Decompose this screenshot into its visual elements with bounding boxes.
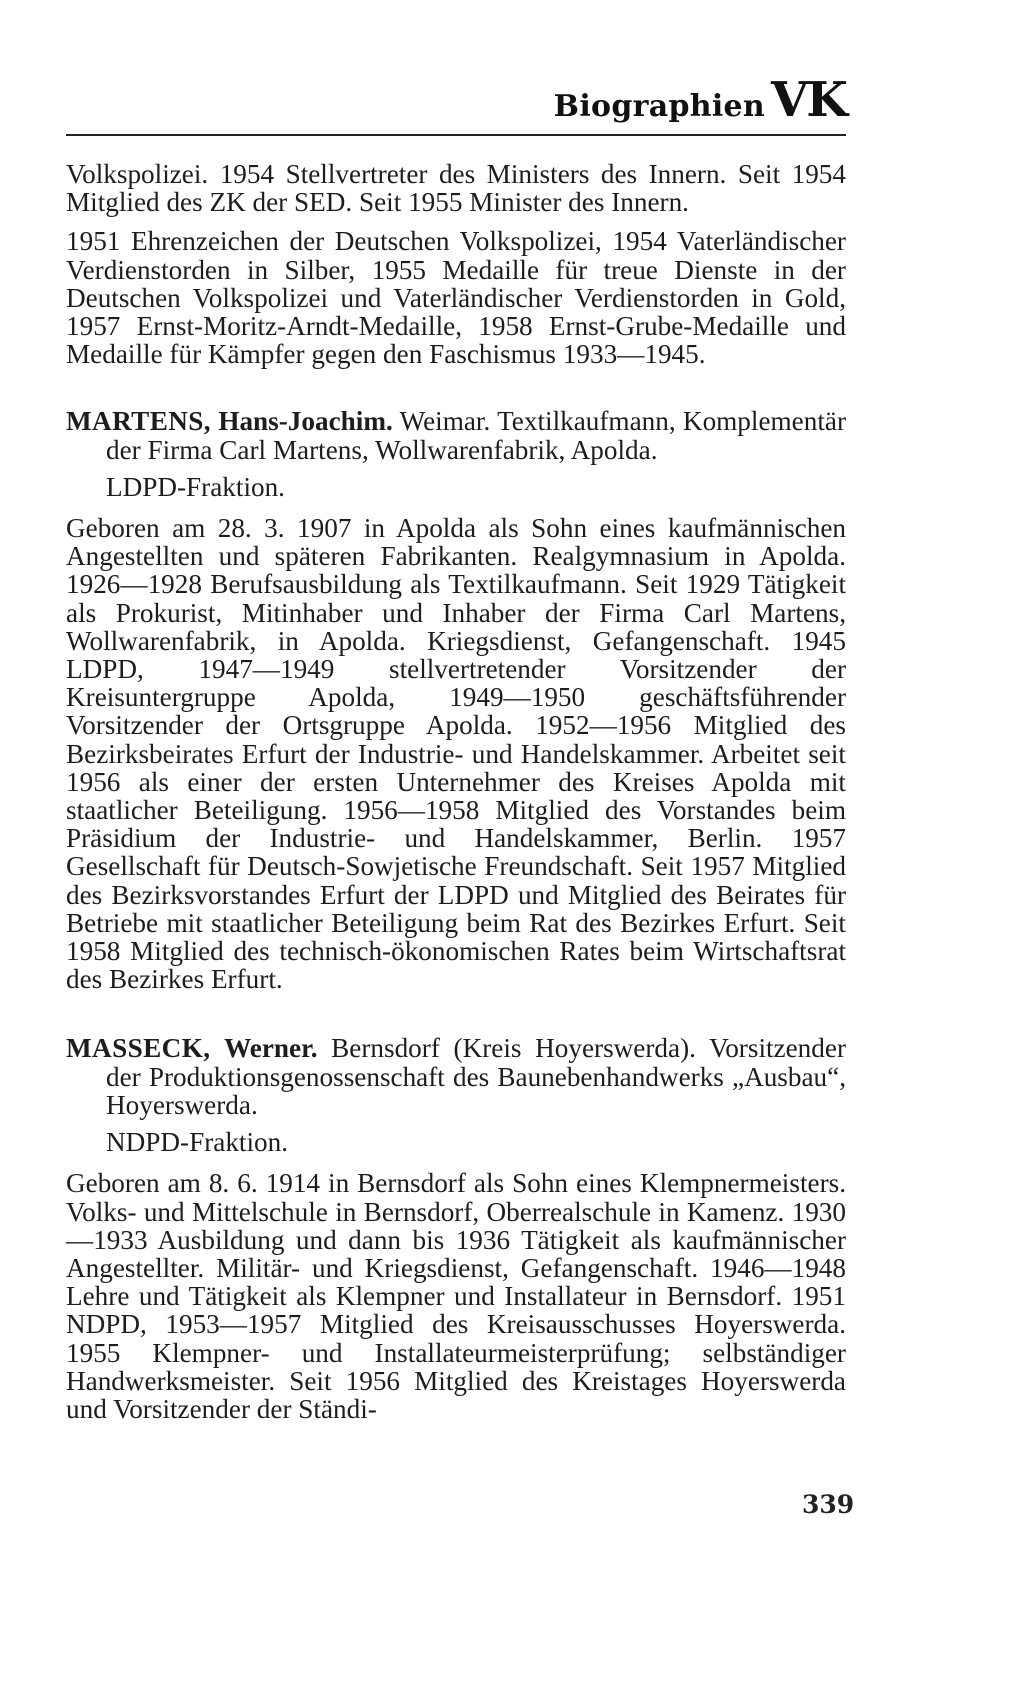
book-page (66, 72, 847, 1424)
entry-surname: MARTENS, (66, 406, 211, 437)
entry-heading (66, 407, 846, 463)
entry-faction: NDPD-Fraktion. (106, 1127, 289, 1158)
section-title: Biographien (553, 89, 766, 124)
entry-given-name: Werner. (224, 1033, 318, 1064)
biography-entry (66, 407, 846, 993)
entry-biography: Geboren am 28. 3. 1907 in Apolda als Sohn eines kaufmännischen Angestellten und späteren Fabrikanten. Realgymnasium in Apolda. 1926—1928 Berufsausbildung als Textilkaufmann. Seit 1929 Tätigkeit als Prokurist, Mitinhaber und Inhaber der Firma Carl Martens, Wollwarenfabrik, in Apolda. Kriegsdienst, Gefangenschaft. 1945 LDPD, 1947—1949 stellvertretender Vorsitzender der Kreisuntergruppe Apolda, 1949—1950 geschäftsführender Vorsitzender der Ortsgruppe Apolda. 1952—1956 Mitglied des Bezirksbeirates Erfurt der Industrie- und Handelskammer. Arbeitet seit 1956 als einer der ersten Unternehmer des Kreises Apolda mit staatlicher Beteiligung. 1956—1958 Mitglied des Vorstandes beim Präsidium der Industrie- und Handelskammer, Berlin. 1957 Gesellschaft für Deutsch-Sowjetische Freundschaft. Seit 1957 Mitglied des Bezirksvorstandes Erfurt der LDPD und Mitglied des Beirates für Betriebe mit staatlicher Beteiligung beim Rat des Bezirkes Erfurt. Seit 1958 Mitglied des technisch-ökonomischen Rates beim Wirtschaftsrat des Bezirkes Erfurt. (66, 513, 846, 995)
entry-faction: LDPD-Fraktion. (106, 471, 285, 502)
awards-paragraph: 1951 Ehrenzeichen der Deutschen Volkspolizei, 1954 Vaterländischer Verdienstorden in Silber, 1955 Medaille für treue Dienste in der Deutschen Volkspolizei und Vaterländischer Verdienstorden in Gold, 1957 Ernst-Moritz-Arndt-Medaille, 1958 Ernst-Grube-Medaille und Medaille für Kämpfer gegen den Faschismus 1933—1945. (66, 226, 846, 370)
page-number: 339 (802, 1490, 855, 1519)
entry-summary: Weimar. Textilkaufmann, Komplementär der Firma Carl Martens, Wollwarenfabrik, Apolda. (106, 406, 847, 465)
entry-summary: Bernsdorf (Kreis Hoyerswerda). Vorsitzender der Produktionsgenossenschaft des Baunebenhandwerks „Ausbau“, Hoyerswerda. (106, 1033, 846, 1120)
continuation-paragraph: Volkspolizei. 1954 Stellvertreter des Ministers des Innern. Seit 1954 Mitglied des ZK der SED. Seit 1955 Minister des Innern. (66, 159, 846, 218)
biography-entry (66, 1034, 846, 1423)
entry-biography: Geboren am 8. 6. 1914 in Bernsdorf als Sohn eines Klempnermeisters. Volks- und Mittelschule in Bernsdorf, Oberrealschule in Kamenz. 1930—1933 Ausbildung und dann bis 1936 Tätigkeit als kaufmännischer Angestellter. Militär- und Kriegsdienst, Gefangenschaft. 1946—1948 Lehre und Tätigkeit als Klempner und Installateur in Bernsdorf. 1951 NDPD, 1953—1957 Mitglied des Kreisausschusses Hoyerswerda. 1955 Klempner- und Installateurmeisterprüfung; selbständiger Handwerksmeister. Seit 1956 Mitglied des Kreistages Hoyerswerda und Vorsitzender der Ständi- (66, 1168, 846, 1424)
entry-heading (66, 1034, 846, 1119)
section-mark: VK (771, 72, 846, 128)
entry-given-name: Hans-Joachim. (218, 406, 393, 437)
running-head (66, 72, 846, 136)
section-heading (554, 72, 846, 128)
entry-surname: MASSECK, (66, 1033, 211, 1064)
